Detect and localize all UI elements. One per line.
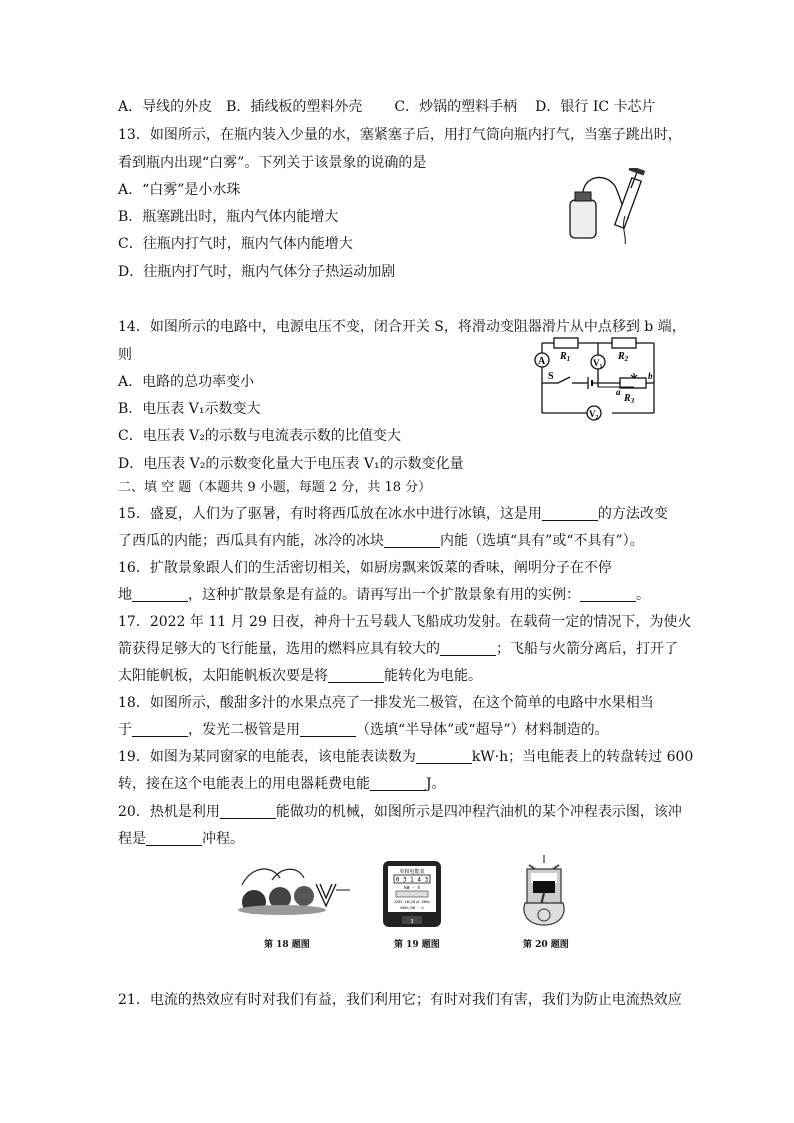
q13-option-a: A．“白雾”是小水珠 (118, 182, 241, 198)
q13-option-c: C．往瓶内打气时，瓶内气体内能增大 (118, 236, 353, 252)
q14-option-d: D．电压表 V₂的示数变化量大于电压表 V₁的示数变化量 (118, 456, 464, 472)
r2-resistor (612, 338, 636, 348)
q12-option-d: D．银行 IC 卡芯片 (535, 99, 656, 115)
q20-blank-2[interactable] (146, 831, 202, 846)
svg-text:b: b (648, 371, 653, 381)
q15-line-2: 了西瓜的内能；西瓜具有内能，冰冷的冰块 内能（选填“具有”或“不具有”）。 (118, 533, 644, 549)
q16-line-2: 地 ，这种扩散景象是有益的。请再写出一个扩散景象有用的实例： 。 (118, 587, 650, 603)
q14-option-c: C．电压表 V₂的示数与电流表示数的比值变大 (118, 428, 401, 444)
section-2-heading: 二、填 空 题（本题共 9 小题，每题 2 分，共 18 分） (118, 480, 432, 495)
q18-blank-2[interactable] (300, 722, 356, 737)
q17-line-3: 太阳能帆板，太阳能帆板次要是将 能转化为电能。 (118, 668, 482, 684)
q13-stem-1: 13．如图所示，在瓶内装入少量的水，塞紧塞子后，用打气筒向瓶内打气，当塞子跳出时， (118, 127, 682, 143)
q18-line-1: 18．如图所示，酸甜多汁的水果点亮了一排发光二极管，在这个简单的电路中水果相当 (118, 695, 654, 711)
svg-text:a: a (616, 387, 621, 397)
svg-text:0 3 1 4 3: 0 3 1 4 3 (395, 876, 429, 884)
q13-stem-2: 看到瓶内出现“白雾”。下列关于该景象的说确的是 (118, 155, 427, 171)
caption-fig-19: 第 19 题图 (394, 940, 440, 950)
svg-text:3: 3 (410, 919, 414, 925)
svg-text:R3: $R_3$ (624, 393, 635, 405)
caption-fig-18: 第 18 题图 (264, 940, 310, 950)
q16-blank-2[interactable] (580, 587, 636, 602)
q13-bottle-pump-figure (565, 168, 670, 246)
q19-electricity-meter-figure (382, 860, 442, 928)
q12-option-b: B．插线板的塑料外壳 (226, 99, 363, 115)
q21-line-1: 21．电流的热效应有时对我们有益，我们利用它；有时对我们有害，我们为防止电流热效应 (118, 992, 682, 1008)
q14-stem-1: 14．如图所示的电路中，电源电压不变，闭合开关 S，将滑动变阻器滑片从中点移到 b 端， (118, 319, 686, 335)
q15-blank-1[interactable] (542, 506, 598, 521)
q17-line-2: 箭获得足够大的飞行能量，选用的燃料应具有较大的 ；飞船与火箭分离后，打开了 (118, 641, 678, 657)
svg-text:单相电能表: 单相电能表 (399, 869, 425, 875)
q12-options (118, 96, 656, 116)
q19-line-2: 转，接在这个电能表上的用电器耗费电能 J。 (118, 776, 446, 792)
q12-option-c: C．炒锅的塑料手柄 (394, 99, 518, 115)
q19-blank-1[interactable] (416, 749, 472, 764)
q15-blank-2[interactable] (384, 533, 440, 548)
svg-text:600r/kW · h: 600r/kW · h (400, 906, 424, 910)
q17-line-1: 17．2022 年 11 月 29 日夜，神舟十五号载人飞船成功发射。在载荷一定的情况下，为使火 (118, 614, 692, 630)
q13-option-b: B．瓶塞跳出时，瓶内气体内能增大 (118, 209, 339, 225)
q16-blank-1[interactable] (132, 587, 188, 602)
svg-text:R1: $R_1$ (560, 351, 571, 363)
q14-stem-2: 则 (118, 347, 132, 363)
q12-option-a: A．导线的外皮 (118, 99, 213, 115)
svg-text:S: S (548, 371, 554, 382)
q19-blank-2[interactable] (370, 776, 426, 791)
q20-line-2: 程是 冲程。 (118, 831, 244, 847)
q15-line-1: 15．盛夏，人们为了驱暑，有时将西瓜放在冰水中进行冰镇，这是用 的方法改变 (118, 506, 668, 522)
svg-text:V2: $V_2$ (589, 409, 599, 421)
q14-option-b: B．电压表 V₁示数变大 (118, 401, 261, 417)
q14-circuit-diagram (528, 335, 666, 431)
q18-blank-1[interactable] (132, 722, 188, 737)
q20-engine-stroke-figure (519, 855, 569, 927)
q20-blank-1[interactable] (220, 804, 276, 819)
svg-text:R2: $R_2$ (618, 351, 629, 363)
q13-option-d: D．往瓶内打气时，瓶内气体分子热运动加剧 (118, 264, 396, 280)
q19-line-1: 19．如图为某同窗家的电能表，该电能表读数为 kW·h；当电能表上的转盘转过 600 (118, 749, 694, 765)
q18-fruit-led-figure (232, 860, 354, 920)
r1-resistor (554, 338, 578, 348)
q17-blank-1[interactable] (440, 641, 496, 656)
svg-text:220V 10(20)A 50Hz: 220V 10(20)A 50Hz (394, 900, 430, 904)
q18-line-2: 于 ，发光二极管是用 （选填“半导体”或“超导”）材料制造的。 (118, 722, 609, 738)
caption-fig-20: 第 20 题图 (523, 940, 569, 950)
q17-blank-2[interactable] (328, 668, 384, 683)
svg-text:A: A (538, 356, 546, 367)
q14-option-a: A．电路的总功率变小 (118, 374, 255, 390)
q20-line-1: 20．热机是利用 能做功的机械，如图所示是四冲程汽油机的某个冲程表示图，该冲 (118, 804, 682, 820)
svg-text:kW · h: kW · h (403, 886, 421, 891)
svg-text:V1: $V_1$ (593, 358, 603, 370)
q16-line-1: 16．扩散景象跟人们的生活密切相关，如厨房飘来饭菜的香味，阐明分子在不停 (118, 560, 612, 576)
